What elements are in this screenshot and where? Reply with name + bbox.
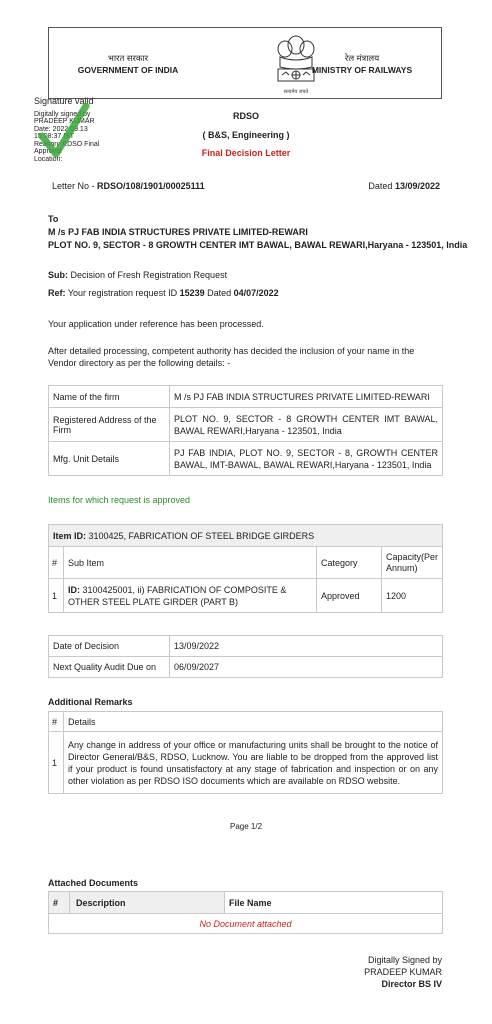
approved-items-table bbox=[48, 524, 443, 613]
remarks-num-header: # bbox=[49, 712, 64, 732]
gov-india-label: भारत सरकार GOVERNMENT OF INDIA bbox=[77, 53, 179, 75]
page-number: Page 1/2 bbox=[229, 822, 263, 831]
footer-signer-title: Director BS IV bbox=[381, 979, 442, 989]
signature-line: Digitally signed by bbox=[34, 110, 91, 118]
signature-line: Date: 2022.09.13 bbox=[34, 125, 88, 133]
signature-line: 15:08:37 IST bbox=[34, 133, 75, 140]
paragraph-processed: Your application under reference has been processed. bbox=[48, 319, 264, 329]
category-cell: Approved bbox=[316, 579, 381, 613]
table-row bbox=[49, 442, 443, 476]
firm-name-value: M /s PJ FAB INDIA STRUCTURES PRIVATE LIMITED-REWARI bbox=[170, 386, 443, 408]
col-category-header: Category bbox=[316, 547, 381, 579]
doc-title: Final Decision Letter bbox=[201, 148, 291, 158]
table-row bbox=[49, 408, 443, 442]
footer-signer-name: PRADEEP KUMAR bbox=[364, 967, 442, 977]
firm-details-table bbox=[48, 385, 443, 476]
table-row bbox=[49, 386, 443, 408]
national-emblem-icon bbox=[268, 31, 324, 97]
firm-address-value: PLOT NO. 9, SECTOR - 8 GROWTH CENTER IMT BAWAL, BAWAL REWARI,Haryana - 123501, India bbox=[170, 408, 443, 442]
attached-file-name-header: File Name bbox=[225, 892, 443, 914]
remarks-details-header: Details bbox=[64, 712, 443, 732]
letter-date: Dated 13/09/2022 bbox=[368, 181, 440, 191]
letterhead bbox=[48, 27, 442, 99]
svg-text:सत्यमेव जयते: सत्यमेव जयते bbox=[283, 89, 309, 95]
ministry-railways-label: रेल मंत्रालय MINISTRY OF RAILWAYS bbox=[311, 53, 413, 75]
decision-date-value: 13/09/2022 bbox=[170, 636, 443, 657]
signature-line: Reason: RDSO Final bbox=[34, 140, 100, 148]
col-num-header: # bbox=[49, 547, 64, 579]
capacity-cell: 1200 bbox=[381, 579, 442, 613]
recipient-address: PLOT NO. 9, SECTOR - 8 GROWTH CENTER IMT BAWAL, BAWAL REWARI,Haryana - 123501, India bbox=[48, 240, 468, 250]
decision-date-label: Date of Decision bbox=[49, 636, 170, 657]
table-row bbox=[49, 914, 443, 934]
attached-num-header: # bbox=[49, 892, 70, 914]
audit-date-label: Next Quality Audit Due on bbox=[49, 657, 170, 678]
letter-number: Letter No - RDSO/108/1901/00025111 bbox=[52, 181, 205, 191]
col-sub-item-header: Sub Item bbox=[64, 547, 317, 579]
remarks-table bbox=[48, 711, 443, 794]
firm-address-label: Registered Address of the Firm bbox=[49, 408, 170, 442]
table-row bbox=[49, 579, 443, 613]
table-row bbox=[49, 657, 443, 678]
item-id-header: Item ID: 3100425, FABRICATION OF STEEL BRIDGE GIRDERS bbox=[49, 525, 443, 547]
attached-documents-table bbox=[48, 891, 443, 934]
audit-date-value: 06/09/2027 bbox=[170, 657, 443, 678]
table-header-row bbox=[49, 892, 443, 914]
table-row bbox=[49, 732, 443, 794]
mfg-unit-value: PJ FAB INDIA, PLOT NO. 9, SECTOR - 8, GROWTH CENTER BAWAL, IMT-BAWAL, BAWAL REWARI,Haryana - 123501, India bbox=[170, 442, 443, 476]
no-document-message: No Document attached bbox=[49, 914, 443, 934]
signature-valid-label: Signature valid bbox=[34, 96, 94, 106]
table-header-row bbox=[49, 712, 443, 732]
paragraph-details: After detailed processing, competent authority has decided the inclusion of your name in the Vendor directory as per the following details: - bbox=[48, 346, 415, 368]
recipient-name: M /s PJ FAB INDIA STRUCTURES PRIVATE LIMITED-REWARI bbox=[48, 227, 308, 237]
signature-line: PRADEEP KUMAR bbox=[34, 118, 95, 125]
footer-signed-by: Digitally Signed by bbox=[367, 955, 442, 965]
signature-line: Location: bbox=[34, 155, 63, 163]
to-label: To bbox=[48, 214, 59, 224]
col-capacity-header: Capacity(Per Annum) bbox=[381, 547, 442, 579]
subject-line: Sub: Decision of Fresh Registration Request bbox=[48, 270, 228, 280]
remark-text: Any change in address of your office or manufacturing units shall be brought to the notice of Director General/B&S, RDSO, Lucknow. You are liable to be dropped from the approved list if your product is found unsatisfactory at any stage of fabrication and inspection or on any other violation as per RDSO ISO documents which are available on RDSO website. bbox=[64, 732, 443, 794]
decision-dates-table bbox=[48, 635, 443, 678]
attached-description-header: Description bbox=[70, 892, 225, 914]
attached-documents-heading: Attached Documents bbox=[48, 878, 139, 888]
org-dept: ( B&S, Engineering ) bbox=[202, 130, 290, 140]
table-row bbox=[49, 636, 443, 657]
signature-line: Approval bbox=[34, 148, 62, 155]
additional-remarks-heading: Additional Remarks bbox=[48, 697, 133, 707]
row-num: 1 bbox=[49, 579, 64, 613]
reference-line: Ref: Your registration request ID 15239 Dated 04/07/2022 bbox=[48, 288, 279, 298]
approved-items-heading: Items for which request is approved bbox=[48, 495, 191, 505]
mfg-unit-label: Mfg. Unit Details bbox=[49, 442, 170, 476]
footer-signature bbox=[364, 954, 442, 990]
table-header-row bbox=[49, 547, 443, 579]
org-name: RDSO bbox=[232, 111, 259, 121]
sub-item-cell: ID: 3100425001, ii) FABRICATION OF COMPOSITE & OTHER STEEL PLATE GIRDER (PART B) bbox=[64, 579, 317, 613]
firm-name-label: Name of the firm bbox=[49, 386, 170, 408]
row-num: 1 bbox=[49, 732, 64, 794]
